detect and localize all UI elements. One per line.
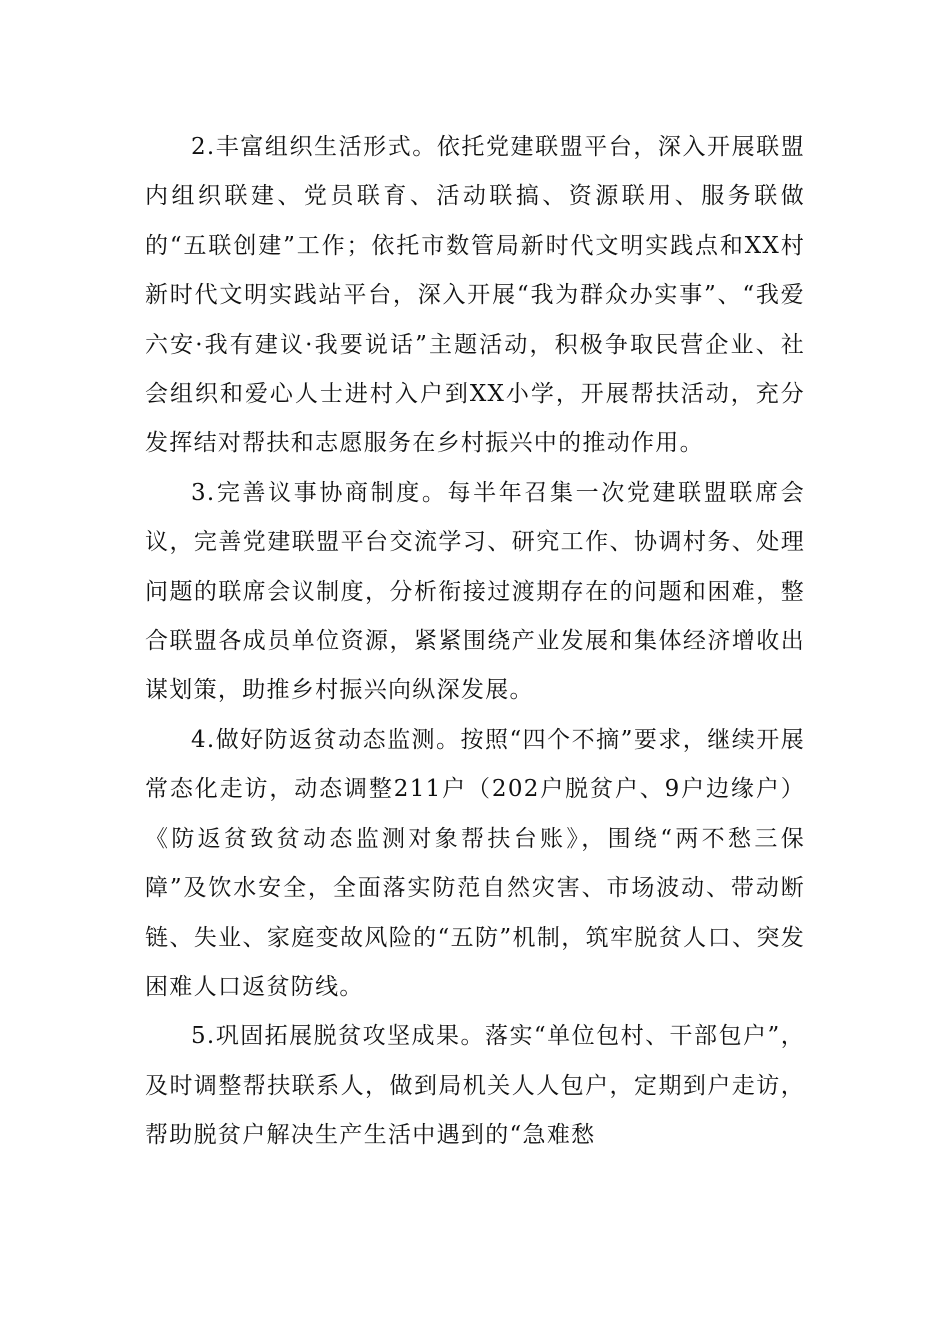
document-body: [145, 123, 805, 1161]
paragraph-consolidate-poverty-results: 5.巩固拓展脱贫攻坚成果。落实“单位包村、干部包户”，及时调整帮扶联系人，做到局机关人人包户，定期到户走访，帮助脱贫户解决生产生活中遇到的“急难愁: [145, 1023, 805, 1149]
paragraph-improve-consultation-system: 3.完善议事协商制度。每半年召集一次党建联盟联席会议，完善党建联盟平台交流学习、研究工作、协调村务、处理问题的联席会议制度，分析衔接过渡期存在的问题和困难，整合联盟各成员单位资源，紧紧围绕产业发展和集体经济增收出谋划策，助推乡村振兴向纵深发展。: [145, 479, 805, 704]
paragraph-enrich-organizational-life: 2.丰富组织生活形式。依托党建联盟平台，深入开展联盟内组织联建、党员联育、活动联搞、资源联用、服务联做的“五联创建”工作；依托市数管局新时代文明实践点和XX村新时代文明实践站平台，深入开展“我为群众办实事”、“我爱六安·我有建议·我要说话”主题活动，积极争取民营企业、社会组织和爱心人士进村入户到XX小学，开展帮扶活动，充分发挥结对帮扶和志愿服务在乡村振兴中的推动作用。: [145, 134, 805, 457]
paragraph-poverty-return-monitoring: 4.做好防返贫动态监测。按照“四个不摘”要求，继续开展常态化走访，动态调整211户（202户脱贫户、9户边缘户）《防返贫致贫动态监测对象帮扶台账》，围绕“两不愁三保障”及饮水安全，全面落实防范自然灾害、市场波动、带动断链、失业、家庭变故风险的“五防”机制，筑牢脱贫人口、突发困难人口返贫防线。: [145, 726, 805, 1000]
